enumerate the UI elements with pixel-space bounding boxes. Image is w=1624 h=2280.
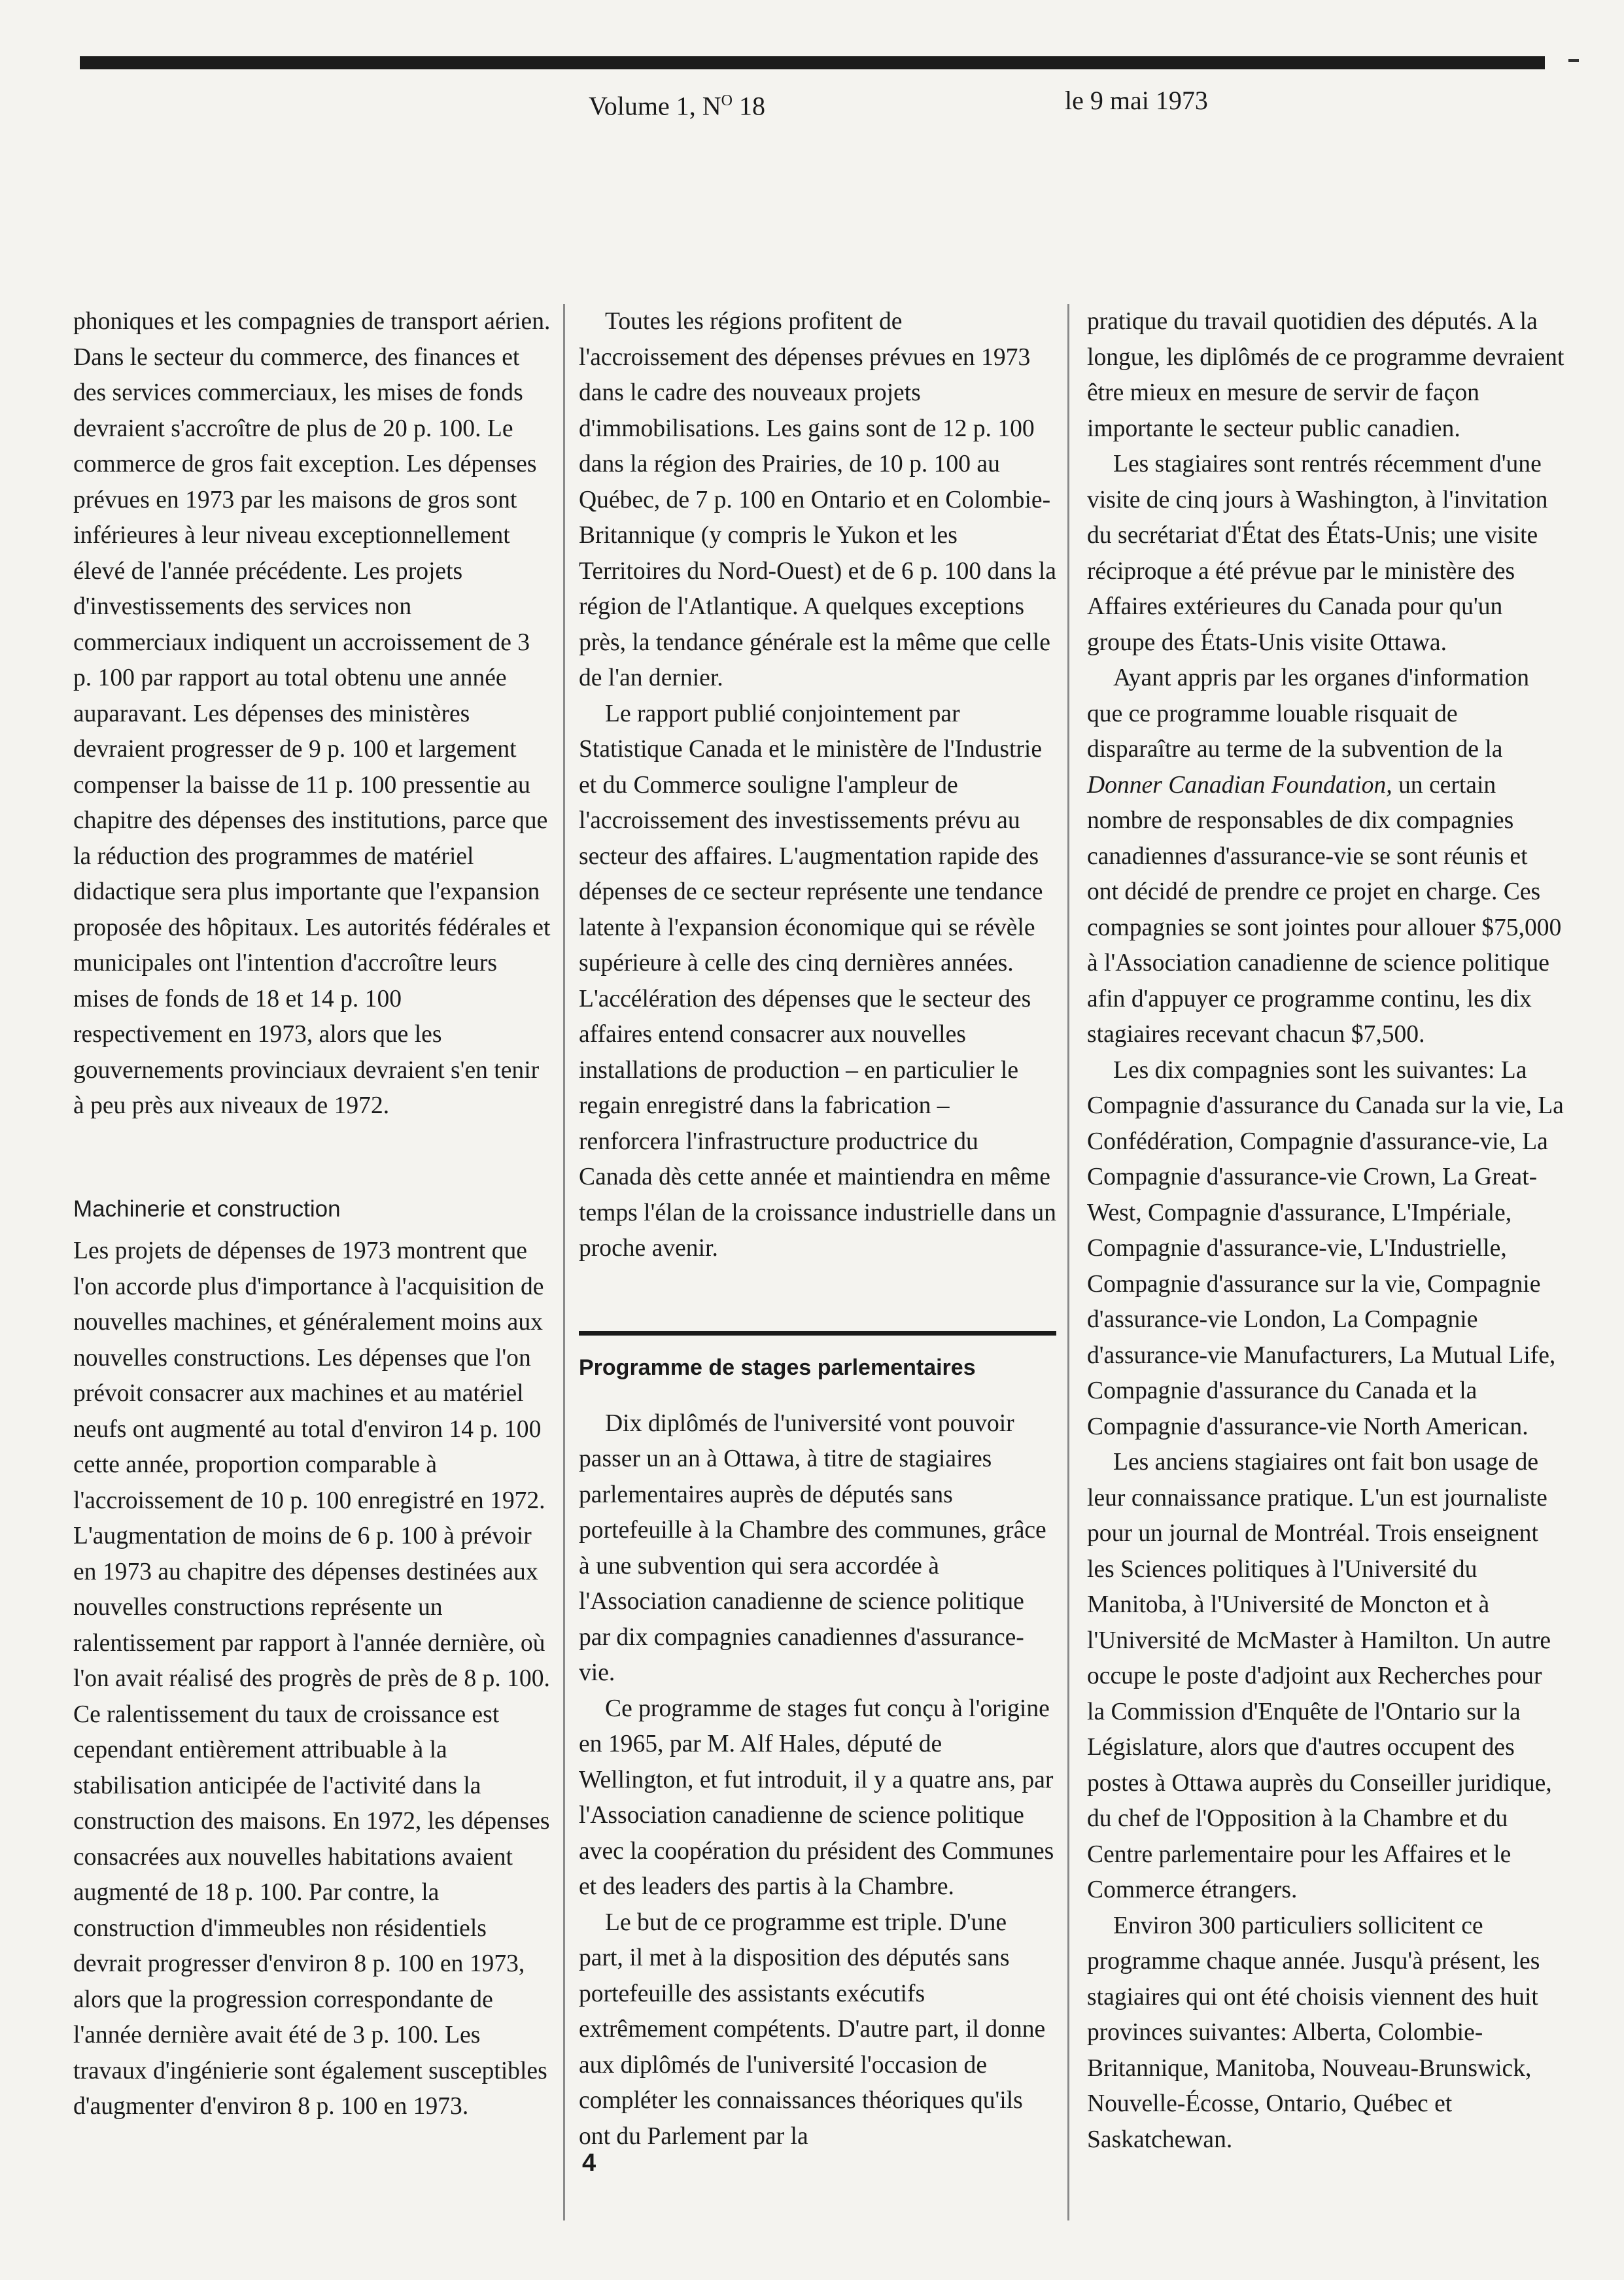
paragraph: Le rapport publié conjointement par Statistique Canada et le ministère de l'Industrie et du Commerce souligne l'ampleur de l'accroissement des investissements prévu au secteur des affaires. L'augmentation rapide des dépenses de ce secteur représente une tendance latente à l'expansion économique qui se révèle supérieure à celle des cinq dernières années. L'accélération des dépenses que le secteur des affaires entend consacrer aux nouvelles installations de production – en particulier le regain enregistré dans la fabrication – renforcera l'infrastructure productrice du Canada dès cette année et maintiendra en même temps l'élan de la croissance industrielle dans un proche avenir. [579, 700, 1056, 1262]
section-title: Programme de stages parlementaires [579, 1355, 976, 1380]
paragraph: Le but de ce programme est triple. D'une part, il met à la disposition des députés sans portefeuille des assistants exécutifs extrêmement compétents. D'autre part, il donne aux diplômés de l'université l'occasion de compléter les connaissances théoriques qu'ils ont du Parlement par la [579, 1909, 1046, 2150]
column-3 [1087, 304, 1564, 2240]
paragraph: Les stagiaires sont rentrés récemment d'une visite de cinq jours à Washington, à l'invitation du secrétariat d'État des États-Unis; une visite réciproque a été prévue par le ministère des Affaires extérieures du Canada pour qu'un groupe des États-Unis visite Ottawa. [1087, 451, 1548, 656]
paragraph: Ayant appris par les organes d'information que ce programme louable risquait de disparaître au terme de la subvention de la Donner Canadian Foundation, un certain nombre de responsables de dix compagnies canadiennes d'assurance-vie se sont réunis et ont décidé de prendre ce projet en charge. Ces compagnies se sont jointes pour allouer $75,000 à l'Association canadienne de science politique afin d'appuyer ce programme continu, les dix stagiaires recevant chacun $7,500. [1087, 665, 1562, 1048]
paragraph: Les anciens stagiaires ont fait bon usage de leur connaissance pratique. L'un est journaliste pour un journal de Montréal. Trois enseignent les Sciences politiques à l'Université du Manitoba, à l'Université de Moncton et à l'Université de McMaster à Hamilton. Un autre occupe le poste d'adjoint aux Recherches pour la Commission d'Enquête de l'Ontario sur la Législature, alors que d'autres occupent des postes à Ottawa auprès du Conseiller juridique, du chef de l'Opposition à la Chambre et du Centre parlementaire pour les Affaires et le Commerce étrangers. [1087, 1449, 1552, 1903]
paragraph: Ce programme de stages fut conçu à l'origine en 1965, par M. Alf Hales, député de Wellington, et fut introduit, il y a quatre ans, par l'Association canadienne de science politique avec la coopération du président des Communes et des leaders des partis à la Chambre. [579, 1695, 1054, 1900]
header-rule-mark [1568, 59, 1579, 62]
paragraph: pratique du travail quotidien des députés. A la longue, les diplômés de ce programme devraient être mieux en mesure de servir de façon importante le secteur public canadien. [1087, 308, 1564, 442]
subheading: Machinerie et construction [73, 1196, 341, 1222]
number-superscript: O [721, 92, 733, 109]
foundation-name: Donner Canadian Foundation, [1087, 771, 1392, 799]
paragraph: Les dix compagnies sont les suivantes: La Compagnie d'assurance du Canada sur la vie, La Confédération, Compagnie d'assurance-vie, La Compagnie d'assurance-vie Crown, La Great-West, Compagnie d'assurance, L'Impériale, Compagnie d'assurance-vie, L'Industrielle, Compagnie d'assurance sur la vie, Compagnie d'assurance-vie London, La Compagnie d'assurance-vie Manufacturers, La Mutual Life, Compagnie d'assurance du Canada et la Compagnie d'assurance-vie North American. [1087, 1056, 1564, 1440]
page-number: 4 [582, 2149, 596, 2177]
column-1 [73, 304, 551, 2240]
paragraph: Les projets de dépenses de 1973 montrent que l'on accorde plus d'importance à l'acquisition de nouvelles machines, et généralement moins aux nouvelles constructions. Les dépenses que l'on prévoit consacrer aux machines et au matériel neufs ont augmenté au total d'environ 14 p. 100 cette année, proportion comparable à l'accroissement de 10 p. 100 enregistré en 1972. L'augmentation de moins de 6 p. 100 à prévoir en 1973 au chapitre des dépenses destinées aux nouvelles constructions représente un ralentissement par rapport à l'année dernière, où l'on avait réalisé des progrès de près de 8 p. 100. Ce ralentissement du taux de croissance est cependant entièrement attribuable à la stabilisation anticipée de l'activité dans la construction des maisons. En 1972, les dépenses consacrées aux nouvelles habitations avaient augmenté de 18 p. 100. Par contre, la construction d'immeubles non résidentiels devrait progresser d'environ 8 p. 100 en 1973, alors que la progression correspondante de l'année dernière avait été de 3 p. 100. Les travaux d'ingénierie sont également susceptibles d'augmenter d'environ 8 p. 100 en 1973. [73, 1237, 550, 2120]
issue-date: le 9 mai 1973 [1065, 86, 1208, 115]
column-divider [1067, 304, 1069, 2220]
paragraph: phoniques et les compagnies de transport aérien. Dans le secteur du commerce, des finances et des services commerciaux, les mises de fonds devraient s'accroître de plus de 20 p. 100. Le commerce de gros fait exception. Les dépenses prévues en 1973 par les maisons de gros sont inférieures à leur niveau exceptionnellement élevé de l'année précédente. Les projets d'investissements des services non commerciaux indiquent un accroissement de 3 p. 100 par rapport au total obtenu une année auparavant. Les dépenses des ministères devraient progresser de 9 p. 100 et largement compenser la baisse de 11 p. 100 pressentie au chapitre des dépenses des institutions, parce que la réduction des programmes de matériel didactique sera plus importante que l'expansion proposée des hôpitaux. Les autorités fédérales et municipales ont l'intention d'accroître leurs mises de fonds de 18 et 14 p. 100 respectivement en 1973, alors que les gouvernements provinciaux devraient s'en tenir à peu près aux niveaux de 1972. [73, 308, 551, 1119]
paragraph: Toutes les régions profitent de l'accroissement des dépenses prévues en 1973 dans le cadre des nouveaux projets d'immobilisations. Les gains sont de 12 p. 100 dans la région des Prairies, de 10 p. 100 au Québec, de 7 p. 100 en Ontario et en Colombie-Britannique (y compris le Yukon et les Territoires du Nord-Ouest) et de 6 p. 100 dans la région de l'Atlantique. A quelques exceptions près, la tendance générale est la même que celle de l'an dernier. [579, 308, 1056, 691]
column-2 [579, 304, 1056, 2240]
header-rule [80, 56, 1545, 69]
column-divider [563, 304, 565, 2220]
issue-volume: Volume 1, $N^O$ 18 [589, 91, 765, 121]
paragraph: Environ 300 particuliers sollicitent ce programme chaque année. Jusqu'à présent, les stagiaires qui ont été choisis viennent des huit provinces suivantes: Alberta, Colombie-Britannique, Manitoba, Nouveau-Brunswick, Nouvelle-Écosse, Ontario, Québec et Saskatchewan. [1087, 1912, 1540, 2153]
section-rule [579, 1331, 1056, 1336]
paragraph: Dix diplômés de l'université vont pouvoir passer un an à Ottawa, à titre de stagiaires parlementaires auprès de députés sans portefeuille à la Chambre des communes, grâce à une subvention qui sera accordée à l'Association canadienne de science politique par dix compagnies canadiennes d'assurance-vie. [579, 1409, 1046, 1686]
